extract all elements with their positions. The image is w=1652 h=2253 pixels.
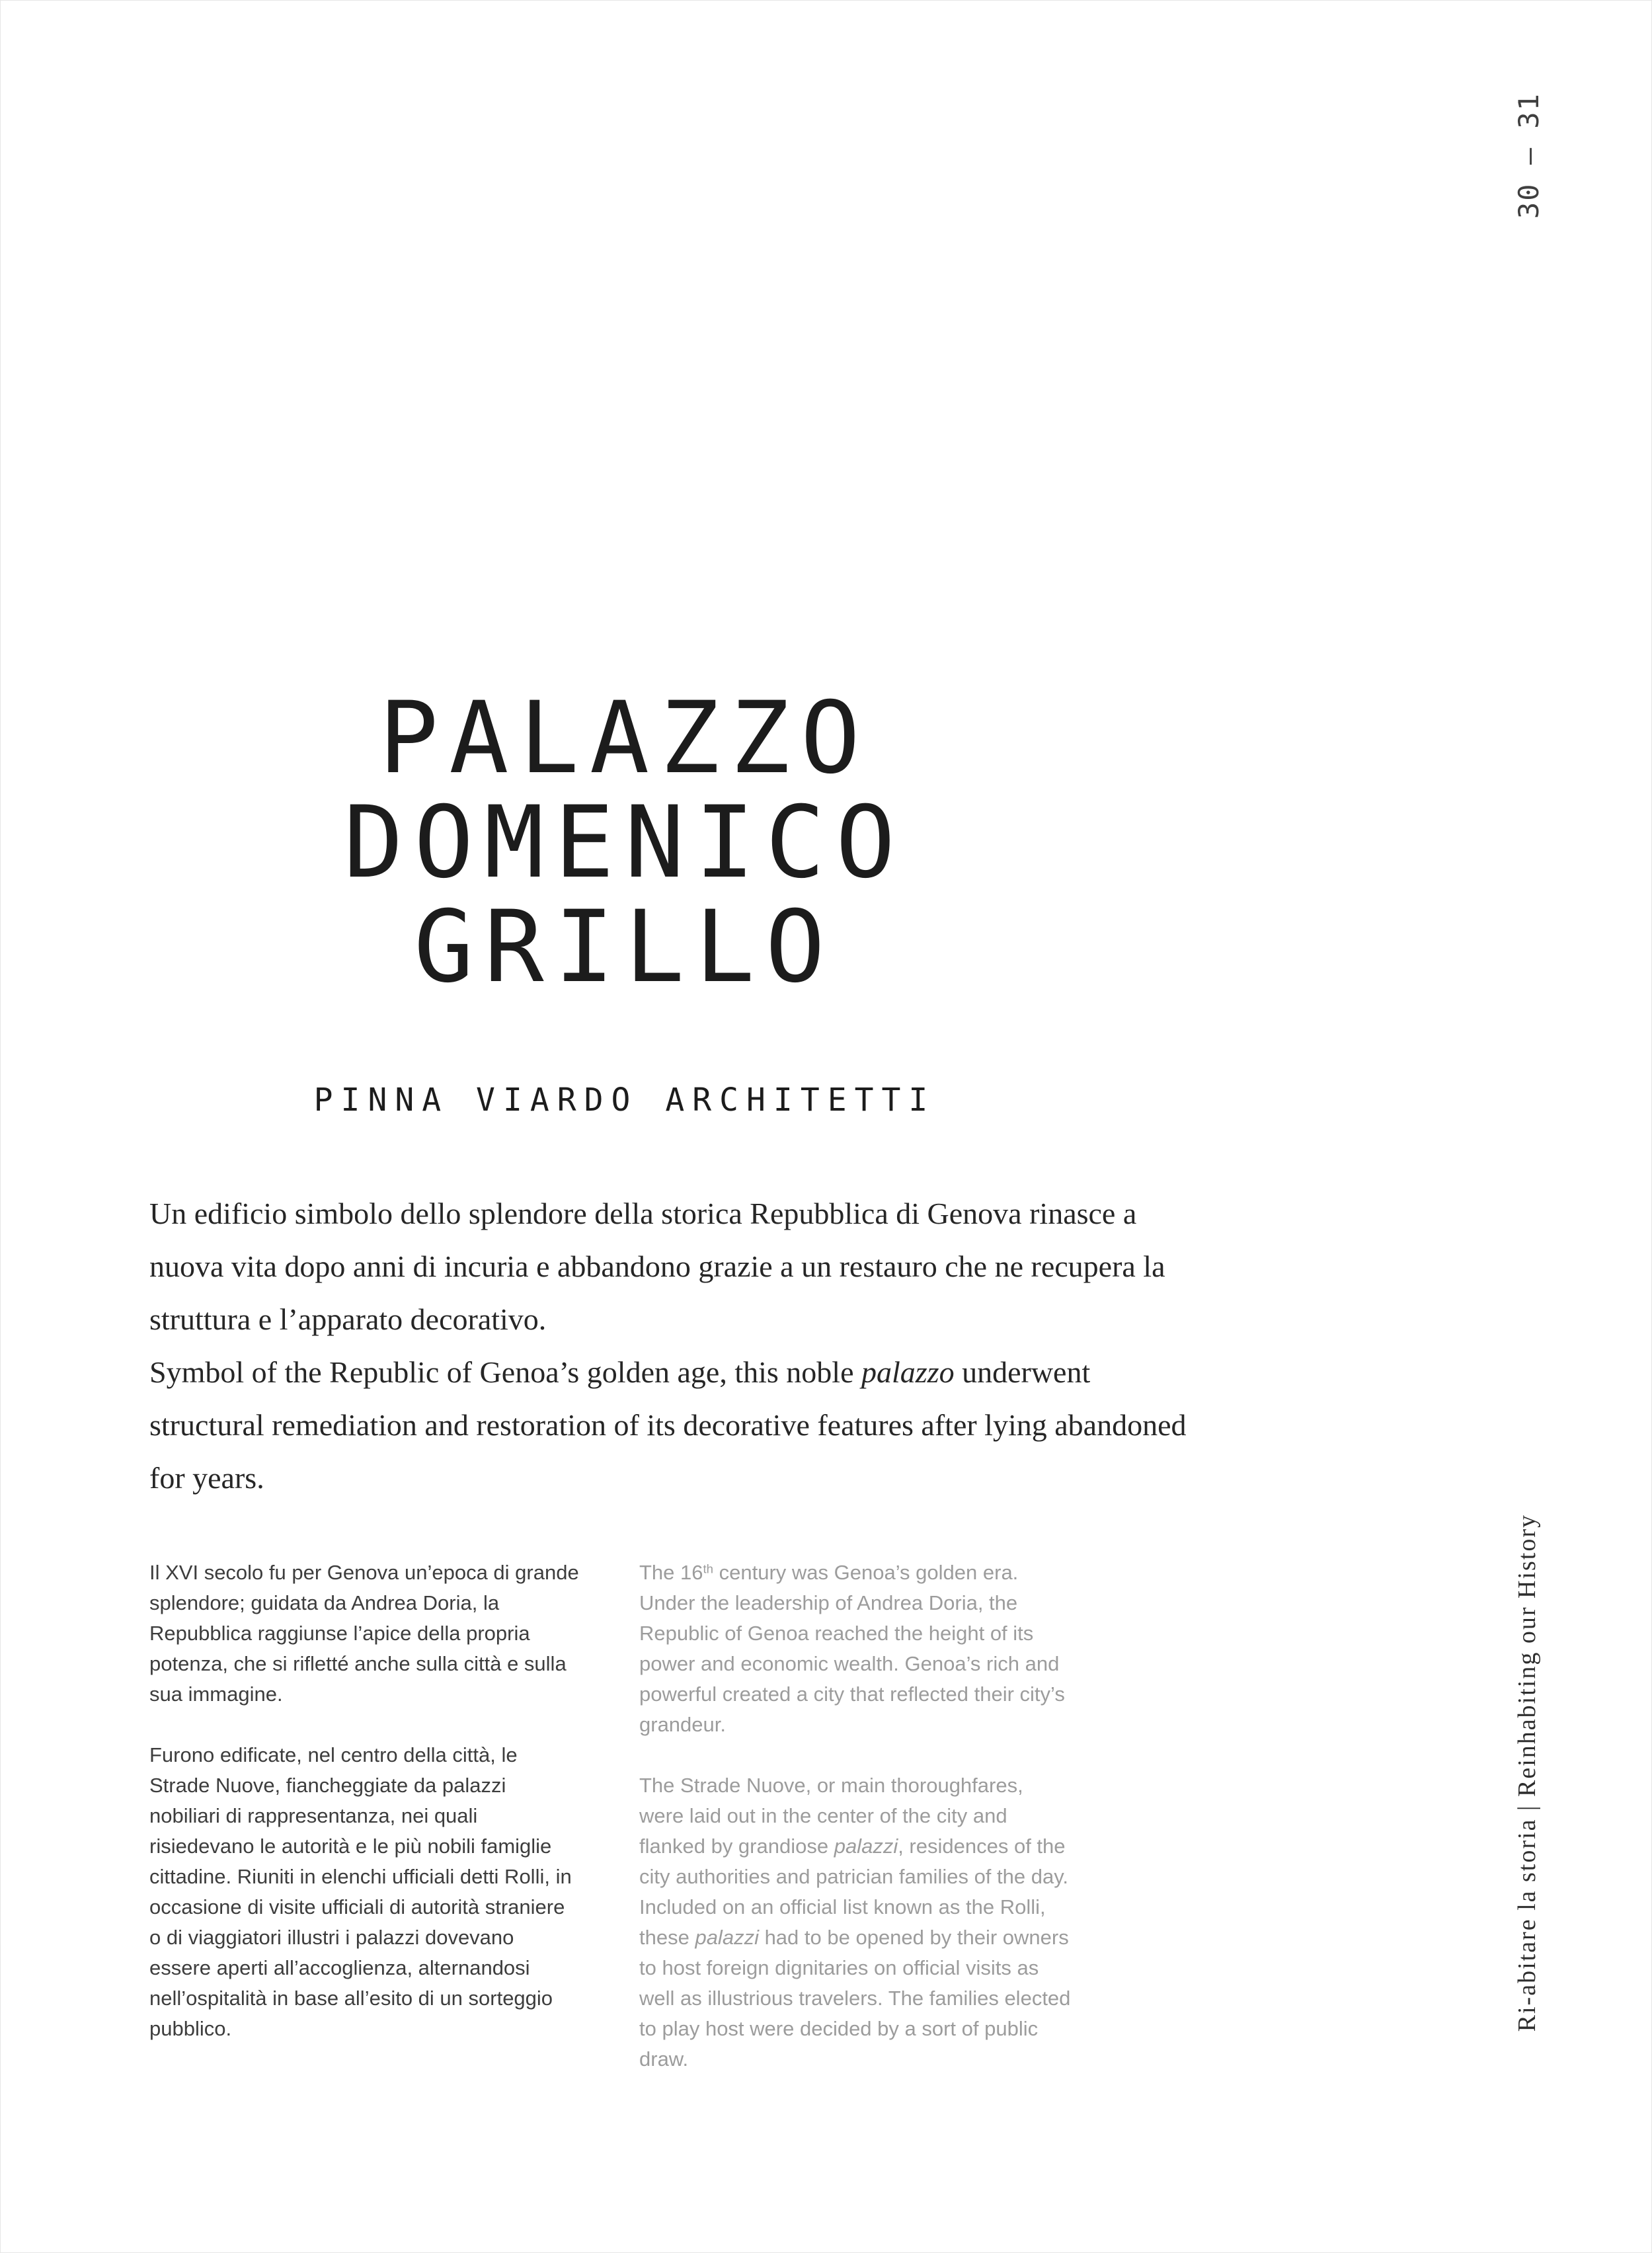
article-title [228,681,1021,1005]
page-number-text: 30 — 31 [1513,93,1545,219]
body-columns [149,1558,1088,2105]
title-line-3: GRILLO [414,890,836,1005]
section-caption [1513,1514,1547,2038]
title-line-1: PALAZZO [378,681,871,796]
section-caption-text: Ri-abitare la storia | Reinhabiting our History [1513,1514,1541,2032]
lead-italian: Un edificio simbolo dello splendore della storica Repubblica di Genova rinasce a nuova vita dopo anni di incuria e abbandono grazie a un restauro che ne recupera la struttura e l’apparato decorativo. [149,1197,1165,1336]
italian-paragraph-2: Furono edificate, nel centro della città, le Strade Nuove, fiancheggiate da palazzi nobiliari di rappresentanza, nei quali risiedevano le autorità e le più nobili famiglie cittadine. Riuniti in elenchi ufficiali detti Rolli, in occasione di visite ufficiali di autorità straniere o di viaggiatori illustri i palazzi dovevano essere aperti all’accoglienza, alternandosi nell’ospitalità in base all’esito di un sorteggio pubblico. [149,1743,572,2040]
lead-english: Symbol of the Republic of Genoa’s golden age, this noble palazzo underwent structural remediation and restoration of its decorative features after lying abandoned for years. [149,1355,1187,1495]
column-italian [149,1558,579,2105]
column-english [639,1558,1072,2105]
page-number [1513,93,1547,225]
architects-name: PINNA VIARDO ARCHITETTI [313,1082,936,1119]
title-line-2: DOMENICO [343,785,906,900]
english-paragraph-1: The 16th century was Genoa’s golden era. Under the leadership of Andrea Doria, the Republic of Genoa reached the height of its power and economic wealth. Genoa’s rich and powerful created a city that reflected their city’s grandeur. [639,1561,1065,1736]
italian-paragraph-1: Il XVI secolo fu per Genova un’epoca di grande splendore; guidata da Andrea Doria, la Repubblica raggiunse l’apice della propria potenza, che si rifletté anche sulla città e sulla sua immagine. [149,1561,579,1706]
lead-paragraph [149,1187,1194,1505]
english-paragraph-2: The Strade Nuove, or main thoroughfares, were laid out in the center of the city and flanked by grandiose palazzi, residences of the city authorities and patrician families of the day. Included on an official list known as the Rolli, these palazzi had to be opened by their owners to host foreign dignitaries on official visits as well as illustrious travelers. The families elected to play host were decided by a sort of public draw. [639,1774,1071,2071]
